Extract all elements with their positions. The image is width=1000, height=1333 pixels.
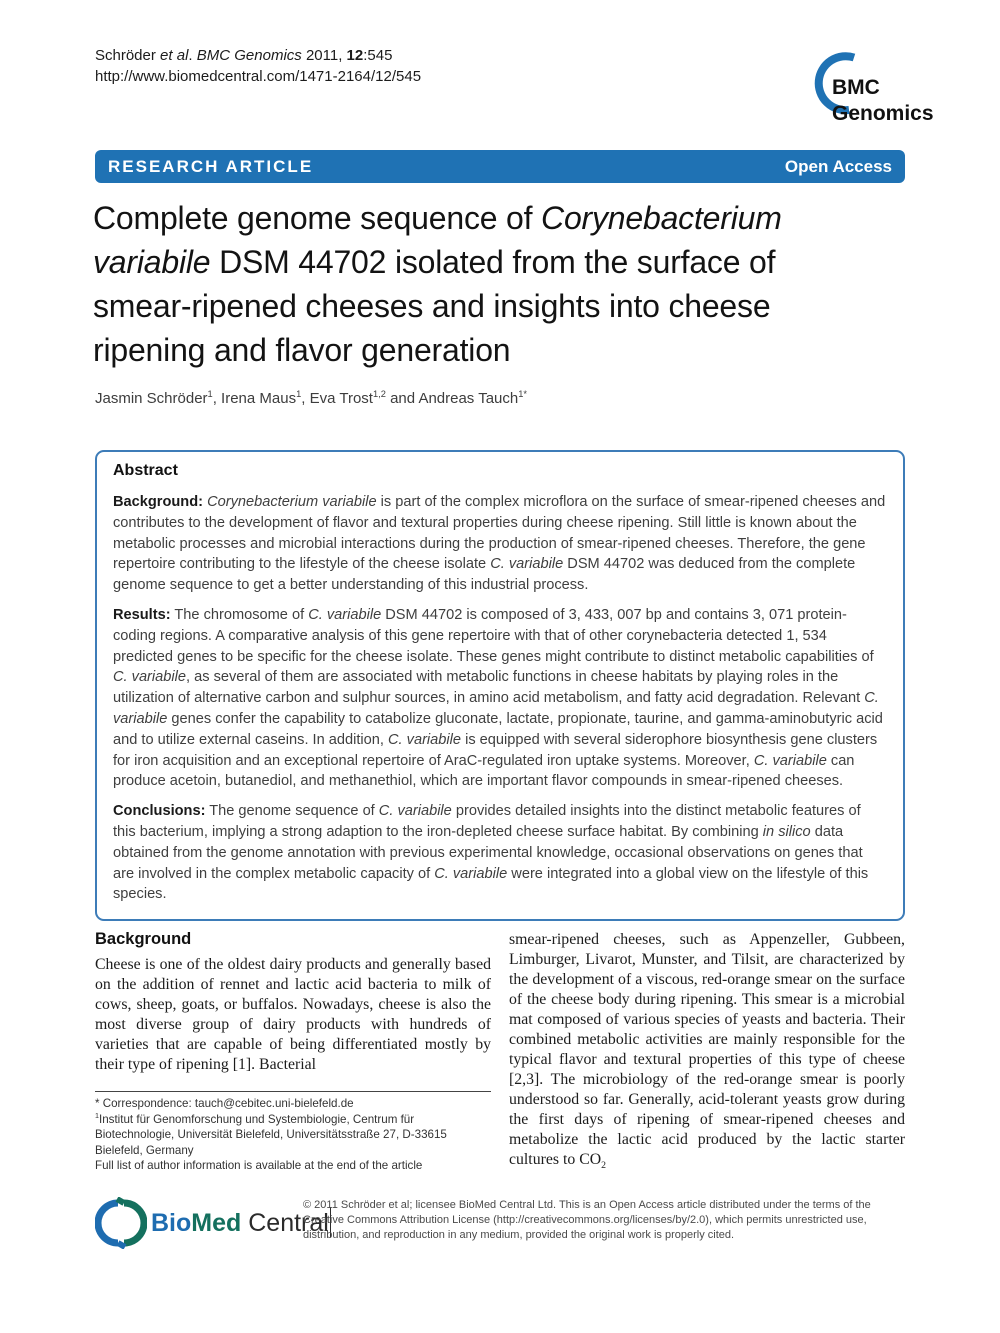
abstract-results-paragraph: Results: The chromosome of C. variabile DSM 44702 is composed of 3, 433, 007 bp and contains 3, 071 protein-coding regions. A comparative analysis of this gene repertoire with that of other corynebacteria detected 1, 534 predicted genes to be specific for the cheese isolate. These genes might contribute to distinct metabolic capabilities of C. variabile, as several of them are associated with metabolic functions in cheese habitats by playing roles in the utilization of alternative carbon and sulphur sources, in amino acid metabolism, and fatty acid degradation. Relevant C. variabile genes confer the capability to catabolize gluconate, lactate, propionate, taurine, and gamma-aminobutyric acid and to utilize external caseins. In addition, C. variabile is equipped with several siderophore biosynthesis gene clusters for iron acquisition and an exceptional repertoire of AraC-regulated iron uptake systems. Moreover, C. variabile can produce acetoin, butanediol, and methanethiol, which are important flavor compounds in smear-ripened cheeses. <box>113 606 883 790</box>
article-type-banner <box>95 150 905 183</box>
copyright-notice: © 2011 Schröder et al; licensee BioMed Central Ltd. This is an Open Access article distributed under the terms of the Creative Commons Attribution License (http://creativecommons.org/licenses/by/2.0), which permits unrestricted use, distribution, and reproduction in any medium, provided the original work is properly cited. <box>303 1199 871 1241</box>
correspondence-line: * Correspondence: tauch@cebitec.uni-bielefeld.de <box>95 1097 354 1110</box>
journal-logo-line2: Genomics <box>832 102 934 125</box>
author-info-note: Full list of author information is available at the end of the article <box>95 1159 423 1172</box>
research-article-label: RESEARCH ARTICLE <box>108 156 314 176</box>
background-paragraph-right: smear-ripened cheeses, such as Appenzeller, Gubbeen, Limburger, Livarot, Munster, and Tilsit, are characterized by the development of a viscous, red-orange smear on the surface of the cheese body during ripening. This smear is a microbial mat composed of various species of yeasts and bacteria. Their combined metabolic activities are mainly responsible for the typical flavor and textural properties of this type of cheese [2,3]. The microbiology of the red-orange smear is poorly understood so far. Generally, acid-tolerant yeasts grow during the first days of ripening of smear-ripened cheeses and metabolize the lactic acid produced by the lactic starter cultures to $CO_2$ <box>509 931 905 1172</box>
article-title: Complete genome sequence of Corynebacterium variabile DSM 44702 isolated from the surface of smear-ripened cheeses and insights into cheese ripening and flavor generation <box>93 200 782 368</box>
background-heading: Background <box>95 930 192 948</box>
biomed-central-logo <box>95 1195 329 1251</box>
bmc-genomics-logo <box>806 50 956 130</box>
background-paragraph-left: Cheese is one of the oldest dairy products and generally based on the addition of rennet and lactic acid bacteria to milk of cows, sheep, goats, or buffalos. Nowadays, cheese is also the most diverse group of dairy products with hundreds of varieties that are capable of being differentiated mostly by their type of ripening [1]. Bacterial <box>95 956 491 1073</box>
footnote-block <box>95 1091 491 1174</box>
abstract-background-paragraph: Background: Corynebacterium variabile is part of the complex microflora on the surface of smear-ripened cheeses and contributes to the development of flavor and textural properties during cheese ripening. Still little is known about the metabolic processes and microbial interactions during the production of smear-ripened cheeses. Therefore, the gene repertoire contributing to the lifestyle of the cheese isolate C. variabile DSM 44702 was deduced from the complete genome sequence to get a better understanding of this industrial process. <box>113 494 886 594</box>
logo-central-text: Central <box>248 1209 329 1237</box>
citation-line: Schröder et al. BMC Genomics 2011, 12:545 <box>95 47 393 64</box>
body-columns <box>95 930 905 1174</box>
right-column <box>509 930 905 1174</box>
affiliation-line: $^1$Institut für Genomforschung und Systembiologie, Centrum für Biotechnologie, Universität Bielefeld, Universitätsstraße 27, D-33615 Bielefeld, Germany <box>95 1110 447 1157</box>
abstract-conclusions-paragraph: Conclusions: The genome sequence of C. variabile provides detailed insights into the distinct metabolic features of this bacterium, implying a strong adaption to the iron-depleted cheese surface habitat. By combining in silico data obtained from the genome annotation with previous experimental knowledge, occasional observations on genes that are involved in the complex metabolic capacity of C. variabile were integrated into a global view on the lifestyle of this species. <box>113 803 869 903</box>
logo-med-text: Med <box>191 1209 242 1237</box>
open-access-label: Open Access <box>784 156 892 176</box>
article-url: http://www.biomedcentral.com/1471-2164/12/545 <box>95 68 422 85</box>
journal-logo-line1: BMC <box>832 76 880 99</box>
abstract-heading: Abstract <box>113 462 178 479</box>
left-column <box>95 930 491 1174</box>
logo-bio-text: Bio <box>151 1209 192 1237</box>
abstract-box <box>95 450 905 921</box>
author-list: Jasmin Schröder$^1$, Irena Maus$^1$, Eva Trost$^{1,2}$ and Andreas Tauch$^{1*}$ <box>95 389 528 407</box>
